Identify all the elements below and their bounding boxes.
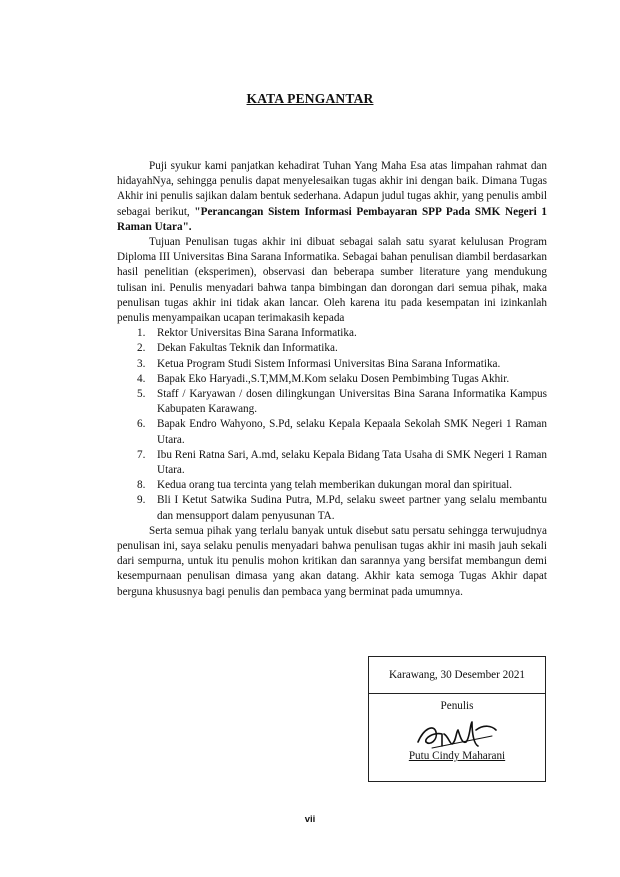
signature-date-cell bbox=[369, 657, 545, 694]
list-item bbox=[117, 387, 547, 417]
handwritten-signature bbox=[412, 714, 502, 754]
signer-name: Putu Cindy Maharani bbox=[408, 750, 506, 762]
list-item-number: 2. bbox=[137, 342, 146, 355]
list-item-number: 5. bbox=[137, 388, 146, 401]
page-title: KATA PENGANTAR bbox=[246, 91, 374, 106]
signature-box bbox=[368, 656, 546, 782]
list-item-number: 3. bbox=[137, 357, 146, 370]
list-item-number: 7. bbox=[137, 448, 146, 461]
list-item-number: 9. bbox=[137, 494, 146, 507]
paragraph-opening-text: Puji syukur kami panjatkan kehadirat Tuhan Yang Maha Esa atas limpahan rahmat dan hidayahNya, sehingga penulis dapat menyelesaikan tugas akhir ini dengan baik. Dimana Tugas Akhir ini penulis sajikan dalam bentuk sederhana. Adapun judul tugas akhir, yang penulis ambil sebagai berikut, bbox=[117, 160, 547, 218]
list-item-text: Ibu Reni Ratna Sari, A.md, selaku Kepala Bidang Tata Usaha di SMK Negeri 1 Raman Utara. bbox=[157, 448, 547, 477]
thesis-title: "Perancangan Sistem Informasi Pembayaran SPP Pada SMK Negeri 1 Raman Utara". bbox=[117, 205, 547, 233]
list-item bbox=[117, 493, 547, 523]
document-body bbox=[117, 159, 547, 600]
list-item-text: Staff / Karyawan / dosen dilingkungan Universitas Bina Sarana Informatika Kampus Kabupaten Karawang. bbox=[157, 388, 547, 416]
list-item-number: 4. bbox=[137, 372, 146, 385]
paragraph-purpose: Tujuan Penulisan tugas akhir ini dibuat sebagai salah satu syarat kelulusan Program Diploma III Universitas Bina Sarana Informatika. Sebagai bahan penulisan diambil berdasarkan hasil penelitian (eksperimen), observasi dan beberapa sumber literature yang mendukung tulisan ini. Penulis menyadari bahwa tanpa bimbingan dan dorongan dari semua pihak, maka penulisan tugas akhir ini tidak akan lancar. Oleh karena itu pada kesempatan ini izinkanlah penulis menyampaikan ucapan terimakasih kepada bbox=[117, 236, 547, 325]
list-item-text: Bli I Ketut Satwika Sudina Putra, M.Pd, selaku sweet partner yang selalu membantu dan mensupport dalam penyusunan TA. bbox=[157, 494, 547, 522]
list-item bbox=[117, 372, 547, 387]
list-item-text: Dekan Fakultas Teknik dan Informatika. bbox=[157, 342, 338, 355]
list-item-text: Bapak Eko Haryadi.,S.T,MM,M.Kom selaku Dosen Pembimbing Tugas Akhir. bbox=[157, 372, 510, 385]
list-item-text: Ketua Program Studi Sistem Informasi Universitas Bina Sarana Informatika. bbox=[157, 357, 501, 370]
list-item-number: 1. bbox=[137, 327, 146, 340]
list-item-number: 8. bbox=[137, 479, 146, 492]
thanks-list bbox=[117, 326, 547, 524]
page-number: vii bbox=[304, 814, 316, 825]
list-item bbox=[117, 326, 547, 341]
list-item bbox=[117, 341, 547, 356]
list-item bbox=[117, 448, 547, 478]
list-item-number: 6. bbox=[137, 418, 146, 431]
place-date: Karawang, 30 Desember 2021 bbox=[388, 669, 526, 681]
paragraph-closing: Serta semua pihak yang terlalu banyak untuk disebut satu persatu sehingga terwujudnya penulisan ini, saya selaku penulis menyadari bahwa penulisan tugas akhir ini masih jauh sekali dari sempurna, untuk itu penulis mohon kritikan dan sarannya yang bersifat membangun demi kesempurnaan penulisan dimasa yang akan datang. Akhir kata semoga Tugas Akhir dapat berguna khususnya bagi penulis dan pembaca yang berminat pada umumnya. bbox=[117, 524, 547, 598]
list-item-text: Rektor Universitas Bina Sarana Informatika. bbox=[157, 327, 357, 340]
paragraph-opening bbox=[117, 159, 547, 235]
list-item-text: Kedua orang tua tercinta yang telah memberikan dukungan moral dan spiritual. bbox=[157, 479, 513, 492]
list-item bbox=[117, 478, 547, 493]
list-item bbox=[117, 417, 547, 447]
signature-role: Penulis bbox=[440, 700, 474, 712]
list-item bbox=[117, 357, 547, 372]
list-item-text: Bapak Endro Wahyono, S.Pd, selaku Kepala Kepaala Sekolah SMK Negeri 1 Raman Utara. bbox=[157, 418, 547, 446]
